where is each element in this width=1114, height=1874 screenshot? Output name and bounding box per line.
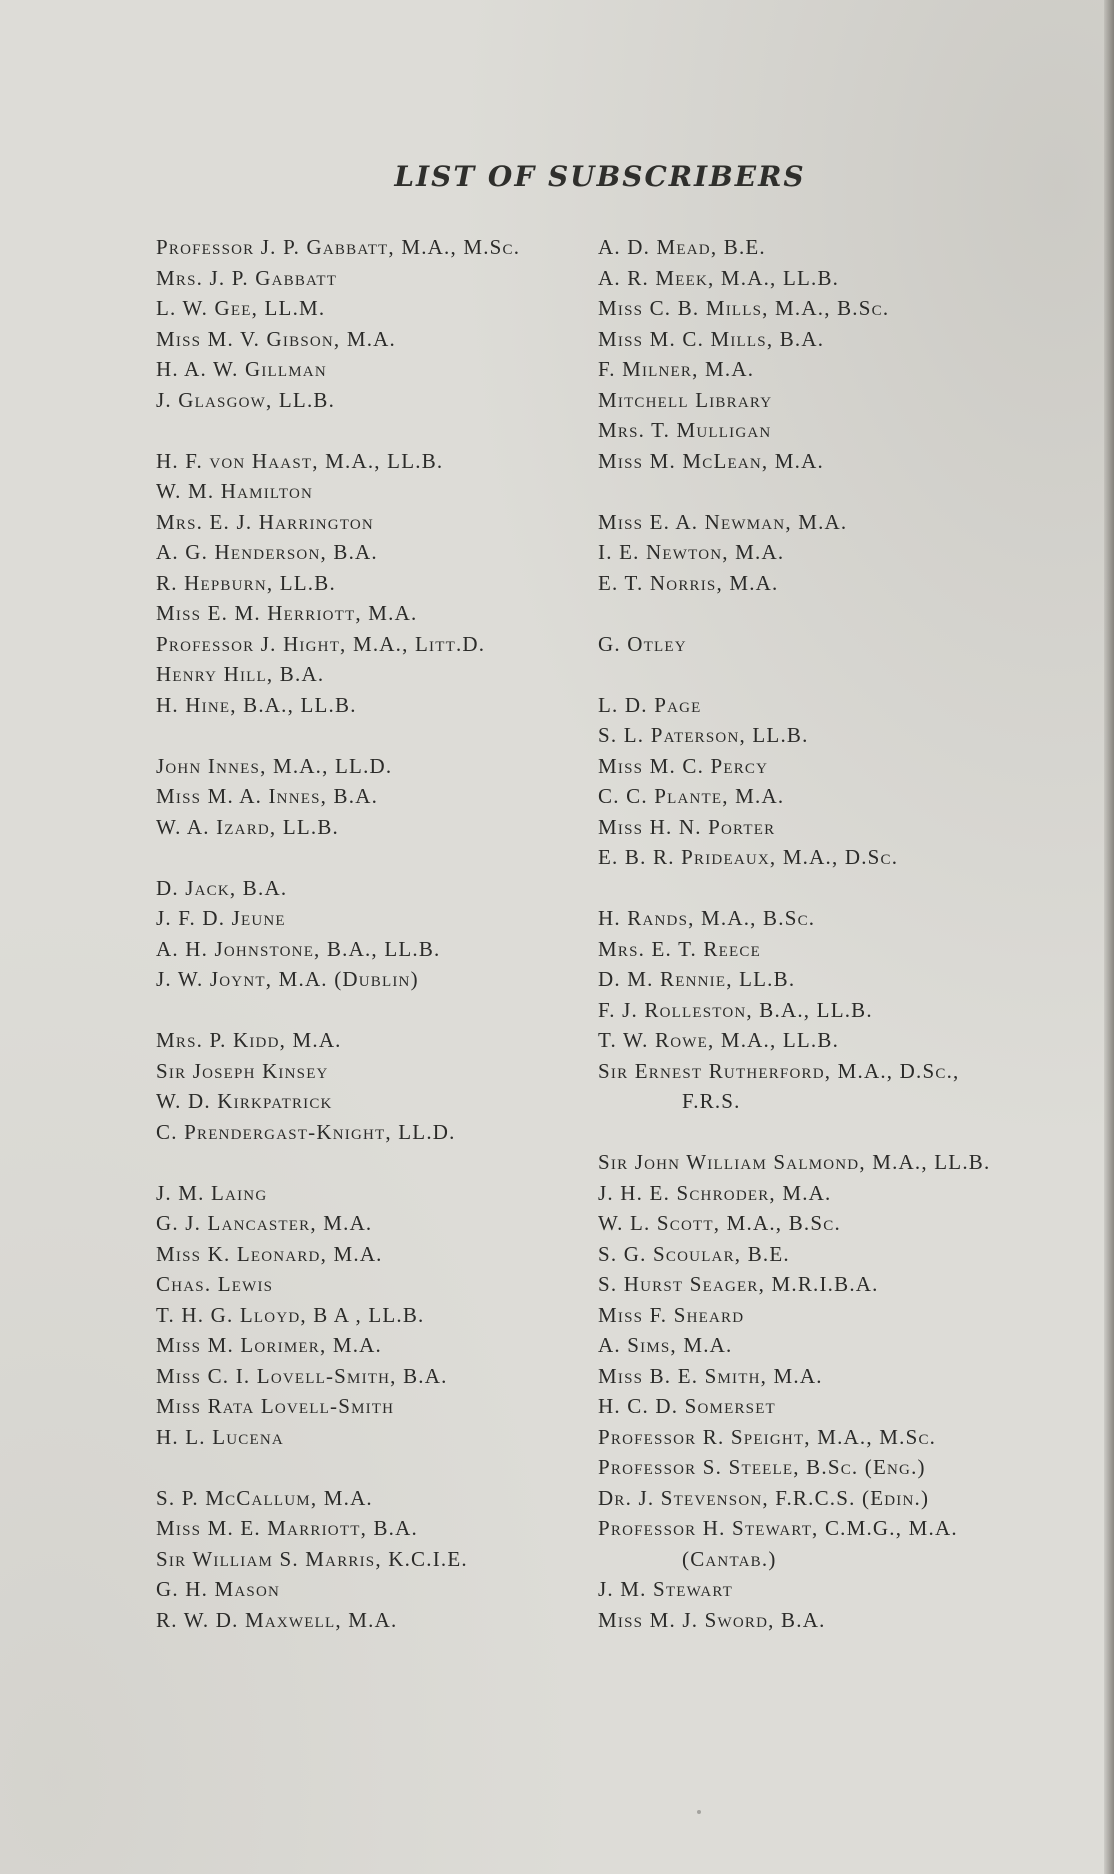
subscriber-entry: Miss C. B. Mills, M.A., B.Sc.	[598, 296, 890, 320]
subscriber-entry: Miss E. M. Herriott, M.A.	[156, 601, 418, 625]
subscriber-entry: Miss M. McLean, M.A.	[598, 448, 824, 473]
subscriber-entry: E. T. Norris, M.A.	[598, 570, 779, 595]
subscriber-entry: Miss F. Sheard	[598, 1302, 745, 1327]
subscriber-entry: D. M. Rennie, LL.B.	[598, 967, 796, 991]
subscriber-entry: T. W. Rowe, M.A., LL.B.	[598, 1028, 840, 1052]
subscriber-entry: J. F. D. Jeune	[156, 906, 286, 930]
subscriber-entry: H. L. Lucena	[156, 1424, 284, 1449]
subscriber-entry: John Innes, M.A., LL.D.	[156, 753, 393, 778]
subscriber-entry: A. Sims, M.A.	[598, 1333, 733, 1357]
paper-speck	[697, 1810, 701, 1814]
subscriber-list-right	[598, 232, 1068, 1635]
subscriber-entry: E. B. R. Prideaux, M.A., D.Sc.	[598, 845, 899, 869]
subscriber-entry: Professor R. Speight, M.A., M.Sc.	[598, 1424, 937, 1449]
subscriber-entry: Sir Joseph Kinsey	[156, 1058, 329, 1083]
subscriber-entry: J. Glasgow, LL.B.	[156, 387, 336, 412]
subscriber-entry: H. C. D. Somerset	[598, 1394, 776, 1418]
subscriber-entry: W. D. Kirkpatrick	[156, 1089, 333, 1113]
subscriber-entry: F. J. Rolleston, B.A., LL.B.	[598, 997, 873, 1022]
subscriber-entry: H. A. W. Gillman	[156, 357, 327, 381]
subscriber-entry: Professor H. Stewart, C.M.G., M.A.	[598, 1516, 958, 1540]
subscriber-entry: Miss H. N. Porter	[598, 814, 776, 839]
subscriber-entry: S. Hurst Seager, M.R.I.B.A.	[598, 1272, 879, 1296]
subscriber-entry: Miss M. E. Marriott, B.A.	[156, 1516, 418, 1540]
subscriber-entry: H. Rands, M.A., B.Sc.	[598, 906, 816, 930]
subscriber-entry: D. Jack, B.A.	[156, 875, 288, 900]
subscriber-entry: Mrs. E. J. Harrington	[156, 509, 374, 534]
subscriber-entry: H. F. von Haast, M.A., LL.B.	[156, 448, 444, 473]
subscriber-entry: Professor J. P. Gabbatt, M.A., M.Sc.	[156, 235, 521, 259]
subscriber-entry: A. D. Mead, B.E.	[598, 235, 766, 259]
subscriber-entry: Professor S. Steele, B.Sc. (Eng.)	[598, 1455, 926, 1479]
subscriber-entry: Miss C. I. Lovell-Smith, B.A.	[156, 1363, 448, 1388]
subscriber-entry: Dr. J. Stevenson, F.R.C.S. (Edin.)	[598, 1485, 930, 1510]
subscriber-entry: Sir William S. Marris, K.C.I.E.	[156, 1546, 468, 1571]
subscriber-entry: Mitchell Library	[598, 387, 773, 412]
subscriber-entry: F. Milner, M.A.	[598, 357, 755, 381]
subscriber-entry: A. H. Johnstone, B.A., LL.B.	[156, 936, 441, 961]
subscriber-entry: Miss E. A. Newman, M.A.	[598, 509, 848, 534]
page-title: LIST OF SUBSCRIBERS	[394, 160, 806, 193]
subscriber-entry: S. L. Paterson, LL.B.	[598, 723, 809, 747]
subscriber-entry: J. W. Joynt, M.A. (Dublin)	[156, 967, 419, 991]
subscriber-entry: Chas. Lewis	[156, 1272, 274, 1296]
subscriber-entry: Mrs. J. P. Gabbatt	[156, 265, 338, 290]
subscriber-entry: W. M. Hamilton	[156, 479, 314, 503]
subscriber-entry: A. R. Meek, M.A., LL.B.	[598, 265, 840, 290]
subscriber-entry: Mrs. E. T. Reece	[598, 936, 761, 961]
subscriber-entry: J. M. Stewart	[598, 1577, 734, 1601]
subscriber-entry: Sir John William Salmond, M.A., LL.B.	[598, 1150, 991, 1174]
subscriber-entry: R. Hepburn, LL.B.	[156, 570, 336, 595]
subscriber-entry: Miss M. V. Gibson, M.A.	[156, 326, 396, 351]
subscriber-entry: Henry Hill, B.A.	[156, 662, 325, 686]
subscriber-entry: Miss Rata Lovell-Smith	[156, 1394, 395, 1418]
subscriber-entry: S. P. McCallum, M.A.	[156, 1485, 373, 1510]
subscriber-entry: Miss M. C. Percy	[598, 753, 769, 778]
subscriber-entry: S. G. Scoular, B.E.	[598, 1241, 790, 1266]
subscriber-entry: C. C. Plante, M.A.	[598, 784, 785, 808]
subscriber-entry: Miss M. Lorimer, M.A.	[156, 1333, 382, 1357]
subscriber-entry: J. M. Laing	[156, 1180, 268, 1205]
subscriber-entry: Miss M. J. Sword, B.A.	[598, 1607, 826, 1632]
subscriber-entry: L. D. Page	[598, 692, 702, 717]
subscriber-entry: G. H. Mason	[156, 1577, 281, 1601]
subscriber-entry: Miss K. Leonard, M.A.	[156, 1241, 383, 1266]
subscriber-entry: Miss B. E. Smith, M.A.	[598, 1363, 823, 1388]
subscriber-entry: T. H. G. Lloyd, B A , LL.B.	[156, 1302, 425, 1327]
subscriber-entry: I. E. Newton, M.A.	[598, 540, 785, 564]
subscriber-list-left	[156, 232, 596, 1635]
subscriber-entry: C. Prendergast-Knight, LL.D.	[156, 1119, 456, 1144]
subscriber-entry: W. L. Scott, M.A., B.Sc.	[598, 1211, 841, 1235]
subscriber-entry: Miss M. A. Innes, B.A.	[156, 784, 379, 808]
subscriber-entry: G. Otley	[598, 631, 687, 656]
subscriber-entry: Sir Ernest Rutherford, M.A., D.Sc.,	[598, 1058, 960, 1083]
subscriber-entry: H. Hine, B.A., LL.B.	[156, 692, 357, 717]
subscriber-entry: Professor J. Hight, M.A., Litt.D.	[156, 631, 486, 656]
subscriber-entry: A. G. Henderson, B.A.	[156, 540, 378, 564]
subscriber-entry: W. A. Izard, LL.B.	[156, 814, 339, 839]
subscriber-entry: Miss M. C. Mills, B.A.	[598, 326, 825, 351]
subscriber-entry: Mrs. P. Kidd, M.A.	[156, 1028, 342, 1052]
subscriber-entry: G. J. Lancaster, M.A.	[156, 1211, 373, 1235]
subscriber-entry: F.R.S.	[682, 1089, 741, 1113]
subscriber-entry: J. H. E. Schroder, M.A.	[598, 1180, 832, 1205]
page-edge-shadow	[1104, 0, 1114, 1874]
subscriber-entry: (Cantab.)	[682, 1546, 777, 1571]
subscriber-entry: L. W. Gee, LL.M.	[156, 296, 326, 320]
subscriber-entry: R. W. D. Maxwell, M.A.	[156, 1607, 398, 1632]
subscriber-entry: Mrs. T. Mulligan	[598, 418, 772, 442]
